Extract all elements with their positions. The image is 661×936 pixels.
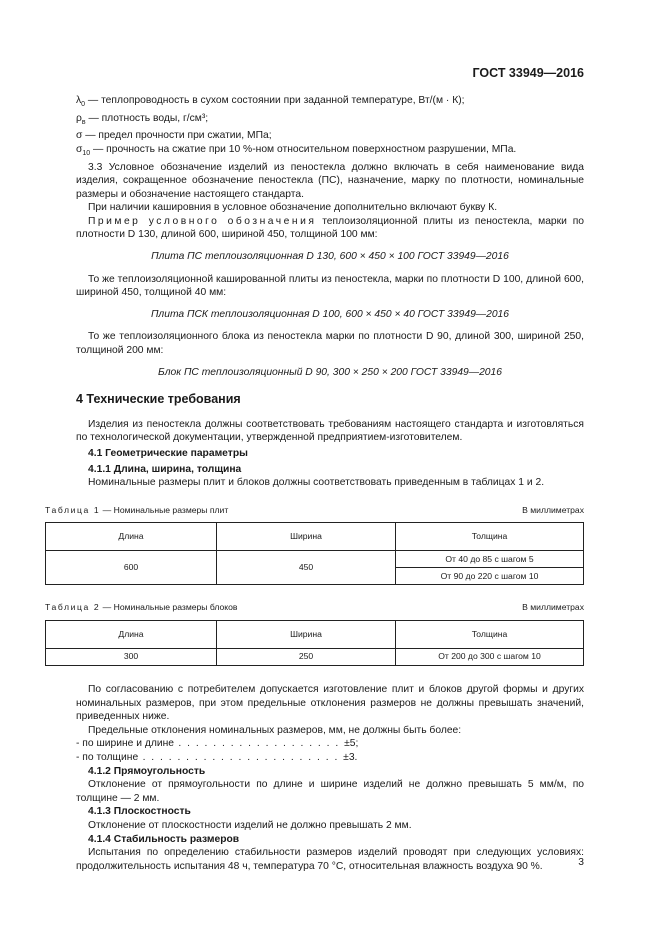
table-2-header-width: Ширина <box>217 620 396 648</box>
heading-4-1-3: 4.1.3 Плоскостность <box>88 806 191 818</box>
paragraph-same-1: То же теплоизоляционной кашированной плиты из пеностекла, марки по плотности D 100, длиной 600, шириной 450, толщиной 40 мм: <box>76 273 584 299</box>
page-number: 3 <box>578 857 584 868</box>
page-content <box>45 94 584 873</box>
paragraph-limits: Предельные отклонения номинальных размеров, мм, не должны быть более: <box>88 724 462 736</box>
table-2-caption <box>45 601 584 615</box>
table-2 <box>45 620 584 666</box>
heading-4-1-4: 4.1.4 Стабильность размеров <box>88 833 240 845</box>
paragraph-3-3: 3.3 Условное обозначение изделий из пеностекла должно включать в себя наименование вида изделия, сокращенное обозначение пеностекла (ПС), назначение, марку по плотности, номинальные размеры и обозначение настоящего стандарта. <box>76 161 584 200</box>
paragraph-4-1-3: Отклонение от плоскостности изделий не должно превышать 2 мм. <box>88 819 412 831</box>
section-heading-4: 4 Технические требования <box>76 392 241 407</box>
definition-sigma10: $\sigma_{10}$ — прочность на сжатие при 10 %-ном относительном поверхностном разрушении, МПа. <box>76 143 517 157</box>
table-2-cell-width: 250 <box>217 648 396 665</box>
definition-sigma: σ — предел прочности при сжатии, МПа; <box>76 130 272 142</box>
table-2-header-thickness: Толщина <box>396 620 584 648</box>
table-1-header-length: Длина <box>46 523 217 551</box>
paragraph-section-4: Изделия из пеностекла должны соответствовать требованиям настоящего стандарта и изготовляться по технологической документации, утвержденной предприятием-изготовителем. <box>76 418 584 444</box>
table-1-caption <box>45 504 584 518</box>
table-2-cell-length: 300 <box>46 648 217 665</box>
table-1-header-width: Ширина <box>217 523 396 551</box>
definition-lambda: $\lambda_0$ — теплопроводность в сухом состоянии при заданной температуре, Вт/(м · К); <box>76 95 465 109</box>
table-1-header-thickness: Толщина <box>396 523 584 551</box>
paragraph-kashirovanie: При наличии кашировния в условное обозначение дополнительно включают букву К. <box>88 202 498 214</box>
designation-example-3: Блок ПС теплоизоляционный D 90, 300 × 250 × 200 ГОСТ 33949—2016 <box>158 366 502 378</box>
paragraph-agreement: По согласованию с потребителем допускается изготовление плит и блоков другой формы и других номинальных размеров, при этом предельные отклонения размеров не должны превышать значений, приведенных ниже. <box>76 683 584 723</box>
table-1-cell-thickness-2: От 90 до 220 с шагом 10 <box>396 568 584 585</box>
heading-4-1: 4.1 Геометрические параметры <box>88 448 248 460</box>
paragraph-example: Пример условного обозначения теплоизоляционной плиты из пеностекла, марки по плотности D 130, длиной 600, шириной 450, толщиной 100 мм: <box>76 215 584 241</box>
table-1-title: — Номинальные размеры плит <box>100 504 229 515</box>
limit-thickness: - по толщине . . . . . . . . . . . . . . . . . . . . . . . ±3. <box>76 751 358 763</box>
table-2-unit: В миллиметрах <box>522 602 584 613</box>
paragraph-4-1-1: Номинальные размеры плит и блоков должны соответствовать приведенным в таблицах 1 и 2. <box>88 477 545 489</box>
table-1 <box>45 522 584 585</box>
designation-example-1: Плита ПС теплоизоляционная D 130, 600 × 450 × 100 ГОСТ 33949—2016 <box>151 251 509 263</box>
designation-example-2: Плита ПСК теплоизоляционная D 100, 600 × 450 × 40 ГОСТ 33949—2016 <box>150 308 510 320</box>
document-number: ГОСТ 33949—2016 <box>472 66 584 80</box>
paragraph-4-1-4: Испытания по определению стабильности размеров изделий проводят при следующих условиях: продолжительность испытания 48 ч, температура 70 °С, относительная влажность воздуха 90 %. <box>76 847 584 872</box>
table-1-cell-width: 450 <box>217 551 396 585</box>
table-1-cell-thickness-1: От 40 до 85 с шагом 5 <box>396 551 584 568</box>
paragraph-same-2: То же теплоизоляционного блока из пеностекла марки по плотности D 90, длиной 300, шириной 250, толщиной 200 мм: <box>76 331 584 357</box>
table-2-title: — Номинальные размеры блоков <box>100 602 238 613</box>
heading-4-1-2: 4.1.2 Прямоугольность <box>88 765 206 777</box>
table-2-cell-thickness: От 200 до 300 с шагом 10 <box>396 648 584 665</box>
table-2-header-length: Длина <box>46 620 217 648</box>
example-heading: Пример условного обозначения <box>88 215 317 227</box>
table-1-unit: В миллиметрах <box>522 504 584 515</box>
table-2-label: Таблица 2 <box>45 602 101 613</box>
table-1-cell-length: 600 <box>46 551 217 585</box>
heading-4-1-1: 4.1.1 Длина, ширина, толщина <box>88 463 242 475</box>
table-1-label: Таблица 1 <box>45 504 101 515</box>
definition-rho: $\rho_в$ — плотность воды, г/см³; <box>76 112 209 126</box>
paragraph-4-1-2: Отклонение от прямоугольности по длине и ширине изделий не должно превышать 5 мм/м, по толщине — 2 мм. <box>76 779 584 804</box>
limit-width-length: - по ширине и длине . . . . . . . . . . . . . . . . . . . ±5; <box>76 738 359 750</box>
